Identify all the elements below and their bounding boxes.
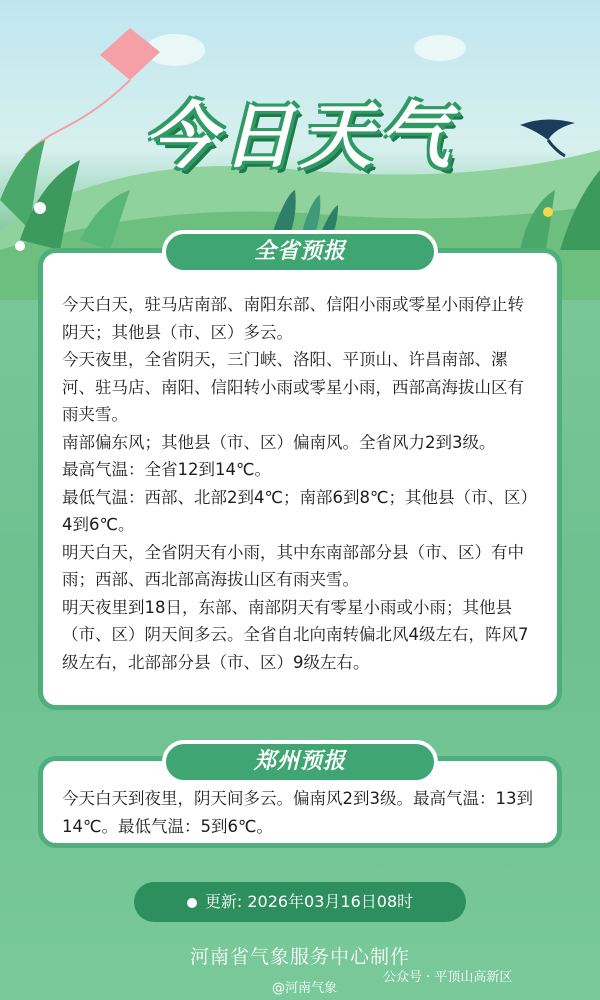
watermark-wechat: 公众号 · 平顶山高新区: [383, 970, 513, 985]
forecast-paragraph: 明天白天，全省阴天有小雨，其中东南部部分县（市、区）有中雨；西部、西北部高海拔山区有雨夹雪。: [62, 542, 524, 589]
forecast-paragraph: 明天夜里到18日，东部、南部阴天有零星小雨或小雨；其他县（市、区）阴天间多云。全省自北向南转偏北风4级左右，阵风7级左右，北部部分县（市、区）9级左右。: [62, 597, 529, 672]
maker-credit: 河南省气象服务中心制作: [189, 946, 410, 968]
forecast-paragraph: 今天白天到夜里，阴天间多云。偏南风2到3级。最高气温：13到14℃。最低气温：5到6℃。: [62, 789, 533, 836]
dot-icon: [187, 898, 197, 908]
forecast-paragraph: 最高气温：全省12到14℃。: [62, 460, 272, 479]
forecast-paragraph: 南部偏东风；其他县（市、区）偏南风。全省风力2到3级。: [62, 432, 496, 452]
zhengzhou-forecast-tab: 郑州预报: [162, 740, 438, 784]
zhengzhou-forecast-text: [62, 785, 540, 840]
province-forecast-text: [62, 291, 540, 676]
forecast-paragraph: 今天夜里，全省阴天，三门峡、洛阳、平顶山、许昌南部、漯河、驻马店、南阳、信阳转小雨或零星小雨，西部高海拔山区有雨夹雪。: [62, 350, 524, 424]
update-time-text: 更新: 2026年03月16日08时: [204, 892, 414, 911]
forecast-paragraph: 最低气温：西部、北部2到4℃；南部6到8℃；其他县（市、区）4到6℃。: [62, 487, 538, 534]
page-title: 今日天气: [143, 94, 456, 178]
update-time-badge: [134, 882, 466, 922]
forecast-paragraph: 今天白天，驻马店南部、南阳东部、信阳小雨或零星小雨停止转阴天；其他县（市、区）多云。: [62, 295, 524, 342]
province-forecast-tab: 全省预报: [162, 230, 438, 274]
watermark-weibo: @河南气象: [272, 981, 338, 996]
